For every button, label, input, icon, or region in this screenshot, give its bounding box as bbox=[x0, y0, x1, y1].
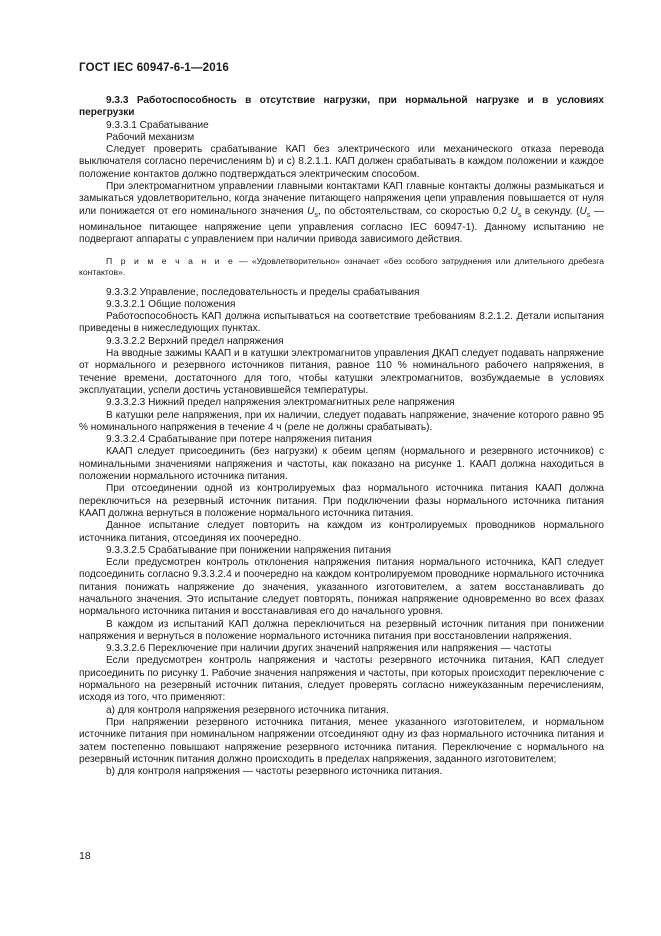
paragraph: Данное испытание следует повторить на каждом из контролируемых проводников нормального источника питания, отсоединяя их поочередно. bbox=[79, 520, 604, 544]
subsection-heading: 9.3.3.2.6 Переключение при наличии других значений напряжения или напряжения — частоты bbox=[106, 643, 552, 655]
note-label: П р и м е ч а н и е bbox=[106, 255, 235, 266]
paragraph: При электромагнитном управлении главными контактами КАП главные контакты должны размыкаться и замыкаться удовлетворительно, когда значение питающего напряжения цепи управления повышается от нуля или понижается от его номинального значения $U_s$, по обстоятельствам, со скоростью 0,2 $U_s$ в секунду. ($U_s$ — номинальное питающее напряжение цепи управления согласно IEC 60947-1). Данному испытанию не подвергают аппараты с управлением при наличии привода зависимого действия. bbox=[79, 181, 604, 246]
paragraph: Если предусмотрен контроль отклонения напряжения питания нормального источника, КАП следует подсоединить согласно 9.3.3.2.4 и поочередно на каждом контролируемом проводнике нормального источника питания понижать напряжение до значения, указанного изготовителем, а затем восстанавливать до начального значения. Это испытание следует повторять, понижая напряжение одновременно во всех фазах нормального источника питания и восстанавливая его до начального уровня. bbox=[79, 557, 604, 618]
subsection-heading: 9.3.3.1 Срабатывание bbox=[106, 119, 209, 131]
paragraph: На вводные зажимы КААП и в катушки электромагнитов управления ДКАП следует подавать напряжение от нормального и резервного источников питания, равное 110 % номинального рабочего напряжения, в течение времени, достаточного для того, чтобы катушки электромагнитов, возбуждаемые в условиях эксплуатации, успели достичь установившейся температуры. bbox=[79, 348, 604, 396]
list-item: a) для контроля напряжения резервного источника питания. bbox=[106, 704, 389, 716]
note: П р и м е ч а н и е — «Удовлетворительно» означает «без особого затруднения или длительного дребезга контактов». bbox=[79, 255, 604, 277]
subsection-heading: 9.3.3.2 Управление, последовательность и пределы срабатывания bbox=[106, 286, 420, 298]
subsection-heading: 9.3.3.2.3 Нижний предел напряжения электромагнитных реле напряжения bbox=[106, 397, 455, 409]
paragraph: При напряжении резервного источника питания, менее указанного изготовителем, и нормальном источнике питания при номинальном напряжении отсоединяют одну из фаз нормального источника питания и затем постепенно повышают напряжение резервного источника питания. Переключение с нормального на резервный источник питания должно происходить в пределах напряжения, заданного изготовителем; bbox=[79, 716, 604, 765]
subsection-heading: 9.3.3.2.1 Общие положения bbox=[106, 298, 236, 310]
paragraph: В каждом из испытаний КАП должна переключиться на резервный источник питания при понижении напряжения и вернуться в положение нормального источника питания при восстановлении напряжения. bbox=[79, 618, 604, 642]
section-heading-9-3-3: 9.3.3 Работоспособность в отсутствие нагрузки, при нормальной нагрузке и в условиях перегрузки bbox=[79, 95, 604, 119]
paragraph: КААП следует присоединить (без нагрузки) к обеим цепям (нормального и резервного источников) с номинальными значениями напряжения и частоты, как показано на рисунке 1. КААП должна находиться в положении нормального источника питания. bbox=[79, 446, 604, 483]
paragraph: При отсоединении одной из контролируемых фаз нормального источника питания КААП должна переключиться на резервный источник питания. При подключении фазы нормального источника питания КААП должна вернуться в положение нормального источника питания. bbox=[79, 483, 604, 519]
subsection-heading: 9.3.3.2.5 Срабатывание при понижении напряжения питания bbox=[106, 544, 392, 556]
paragraph: В катушки реле напряжения, при их наличии, следует подавать напряжение, значение которого равно 95 % номинального напряжения в течение 4 ч (реле не должны срабатывать). bbox=[79, 409, 604, 433]
paragraph: Работоспособность КАП должна испытываться на соответствие требованиям 8.2.1.2. Детали испытания приведены в нижеследующих пунктах. bbox=[79, 311, 604, 335]
list-item: b) для контроля напряжения — частоты резервного источника питания. bbox=[106, 766, 443, 778]
page-header: ГОСТ IEC 60947-6-1—2016 bbox=[79, 62, 230, 74]
paragraph: Рабочий механизм bbox=[106, 131, 195, 143]
paragraph: Если предусмотрен контроль напряжения и частоты резервного источника питания, КАП следует присоединить по рисунку 1. Рабочие значения напряжения и частоты, при которых происходит переключение с нормального на резервный источник питания, следует проверять согласно нижеуказанным перечислениям, исходя из того, что применяют: bbox=[79, 655, 604, 704]
subsection-heading: 9.3.3.2.2 Верхний предел напряжения bbox=[106, 335, 284, 347]
page-number: 18 bbox=[79, 850, 91, 862]
subsection-heading: 9.3.3.2.4 Срабатывание при потере напряжения питания bbox=[106, 434, 372, 446]
document-body bbox=[79, 95, 604, 778]
paragraph: Следует проверить срабатывание КАП без электрического или механического отказа перевода выключателя согласно перечислениям b) и c) 8.2.1.1. КАП должен срабатывать в каждом положении и каждое положение контактов должно подтверждаться электрическим способом. bbox=[79, 144, 604, 180]
